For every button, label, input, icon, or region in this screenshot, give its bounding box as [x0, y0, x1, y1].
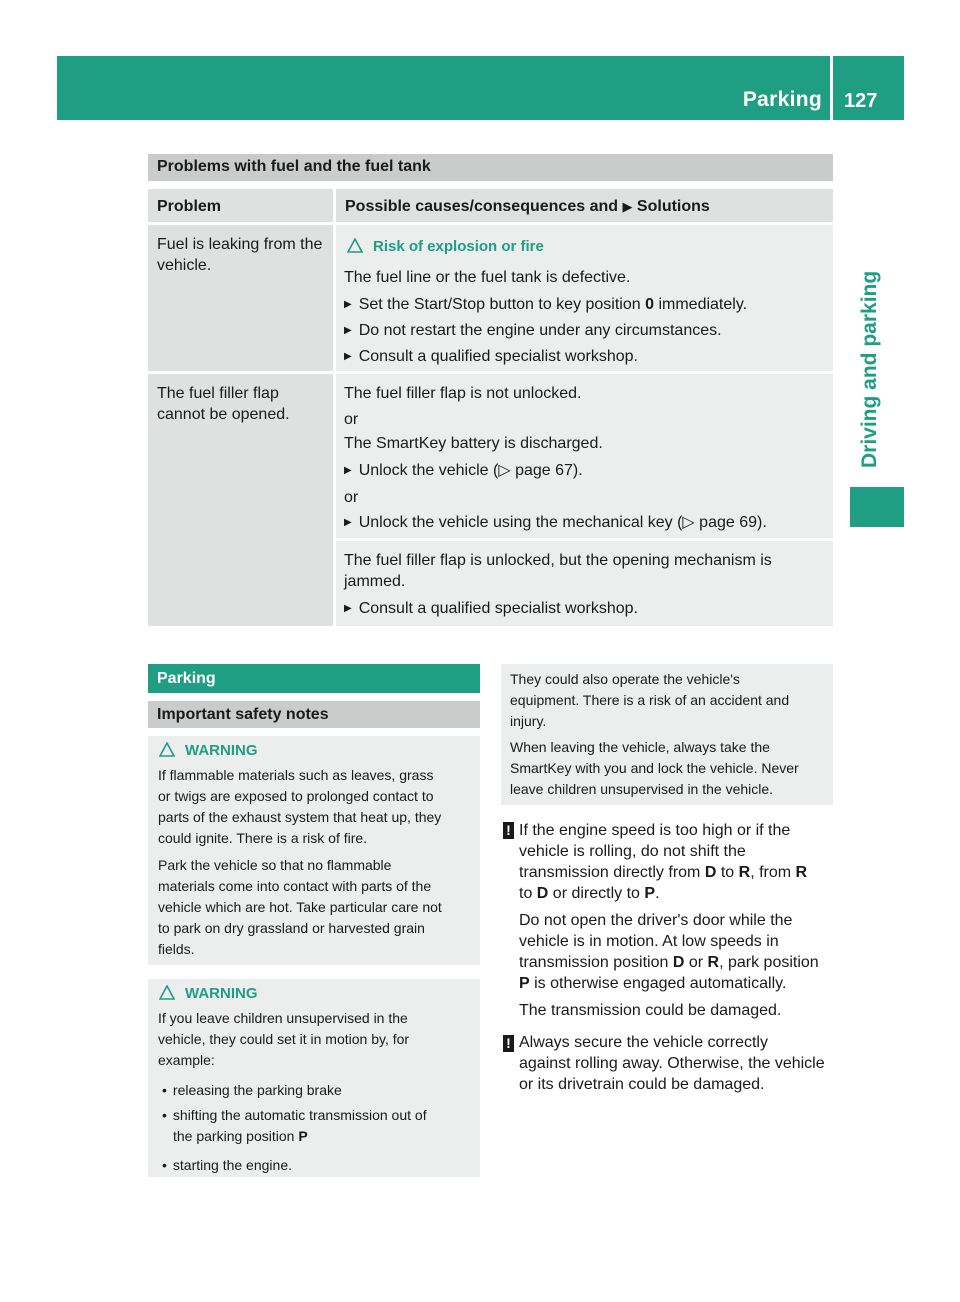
table-title: Problems with fuel and the fuel tank — [148, 154, 833, 181]
header-divider — [830, 56, 833, 120]
header-section-title: Parking — [742, 88, 822, 111]
list-item: • starting the engine. — [162, 1155, 292, 1176]
table-cell-solution: The fuel filler flap is not unlocked. or The SmartKey battery is discharged. ▶ Unlock the vehicle (▷ page 67). or ▶ Unlock the vehicle using the mechanical key (▷ page 69). — [336, 374, 833, 538]
warning-box-fire: WARNING If flammable materials such as leaves, grass or twigs are exposed to prolonged contact to parts of the exhaust system that heat up, they could ignite. There is a risk of fire. Park the vehicle so that no flammable materials come into contact with parts of the vehicle which are hot. Take particular care not to park on dry grassland or harvested grain fields. — [148, 736, 480, 965]
list-item: • shifting the automatic transmission out of the parking position P — [162, 1105, 427, 1147]
page-number: 127 — [844, 90, 878, 112]
warning-box-children: WARNING If you leave children unsupervised in the vehicle, they could set it in motion by, for example: • releasing the parking brake • shifting the automatic transmission out of the parking position P • starting the engine. — [148, 979, 480, 1177]
side-chapter-tab — [850, 487, 904, 527]
note-icon: ! — [503, 1035, 514, 1052]
subsection-heading: Important safety notes — [148, 701, 480, 728]
section-heading-parking: Parking — [148, 664, 480, 693]
note-text: The transmission could be damaged. — [519, 1002, 782, 1019]
table-cell-solution: The fuel filler flap is unlocked, but the opening mechanism is jammed. ▶ Consult a qualified specialist workshop. — [336, 541, 833, 626]
list-item: • releasing the parking brake — [162, 1080, 342, 1101]
side-chapter-label: Driving and parking — [858, 270, 881, 468]
warning-triangle-icon — [159, 742, 175, 757]
note-icon: ! — [503, 822, 514, 839]
table-cell-solution: Risk of explosion or fire The fuel line or the fuel tank is defective. ▶ Set the Start/Stop button to key position 0 immediately. ▶ Do not restart the engine under any circumstances. ▶ Consult a qualified specialist workshop. — [336, 225, 833, 371]
arrow-icon: ▶ — [622, 199, 633, 214]
warning-triangle-icon — [159, 985, 175, 1000]
note-text: If the engine speed is too high or if the vehicle is rolling, do not shift the transmission directly from D to R, from R to D or directly to P. — [519, 822, 808, 902]
warning-box-continued: They could also operate the vehicle's equipment. There is a risk of an accident and injury. When leaving the vehicle, always take the SmartKey with you and lock the vehicle. Never leave children unsupervised in the vehicle. — [501, 664, 833, 805]
warning-triangle-icon — [347, 238, 363, 253]
column-header-problem: Problem — [148, 189, 333, 222]
column-header-causes: Possible causes/consequences and ▶ Solutions — [336, 189, 833, 222]
note-text: Do not open the driver's door while the vehicle is in motion. At low speeds in transmission position D or R, park position P is otherwise engaged automatically. — [519, 912, 819, 992]
note-text: Always secure the vehicle correctly against rolling away. Otherwise, the vehicle or its drivetrain could be damaged. — [519, 1034, 825, 1093]
table-cell-problem: Fuel is leaking from the vehicle. — [148, 225, 333, 371]
table-cell-problem: The fuel filler flap cannot be opened. — [148, 374, 333, 626]
